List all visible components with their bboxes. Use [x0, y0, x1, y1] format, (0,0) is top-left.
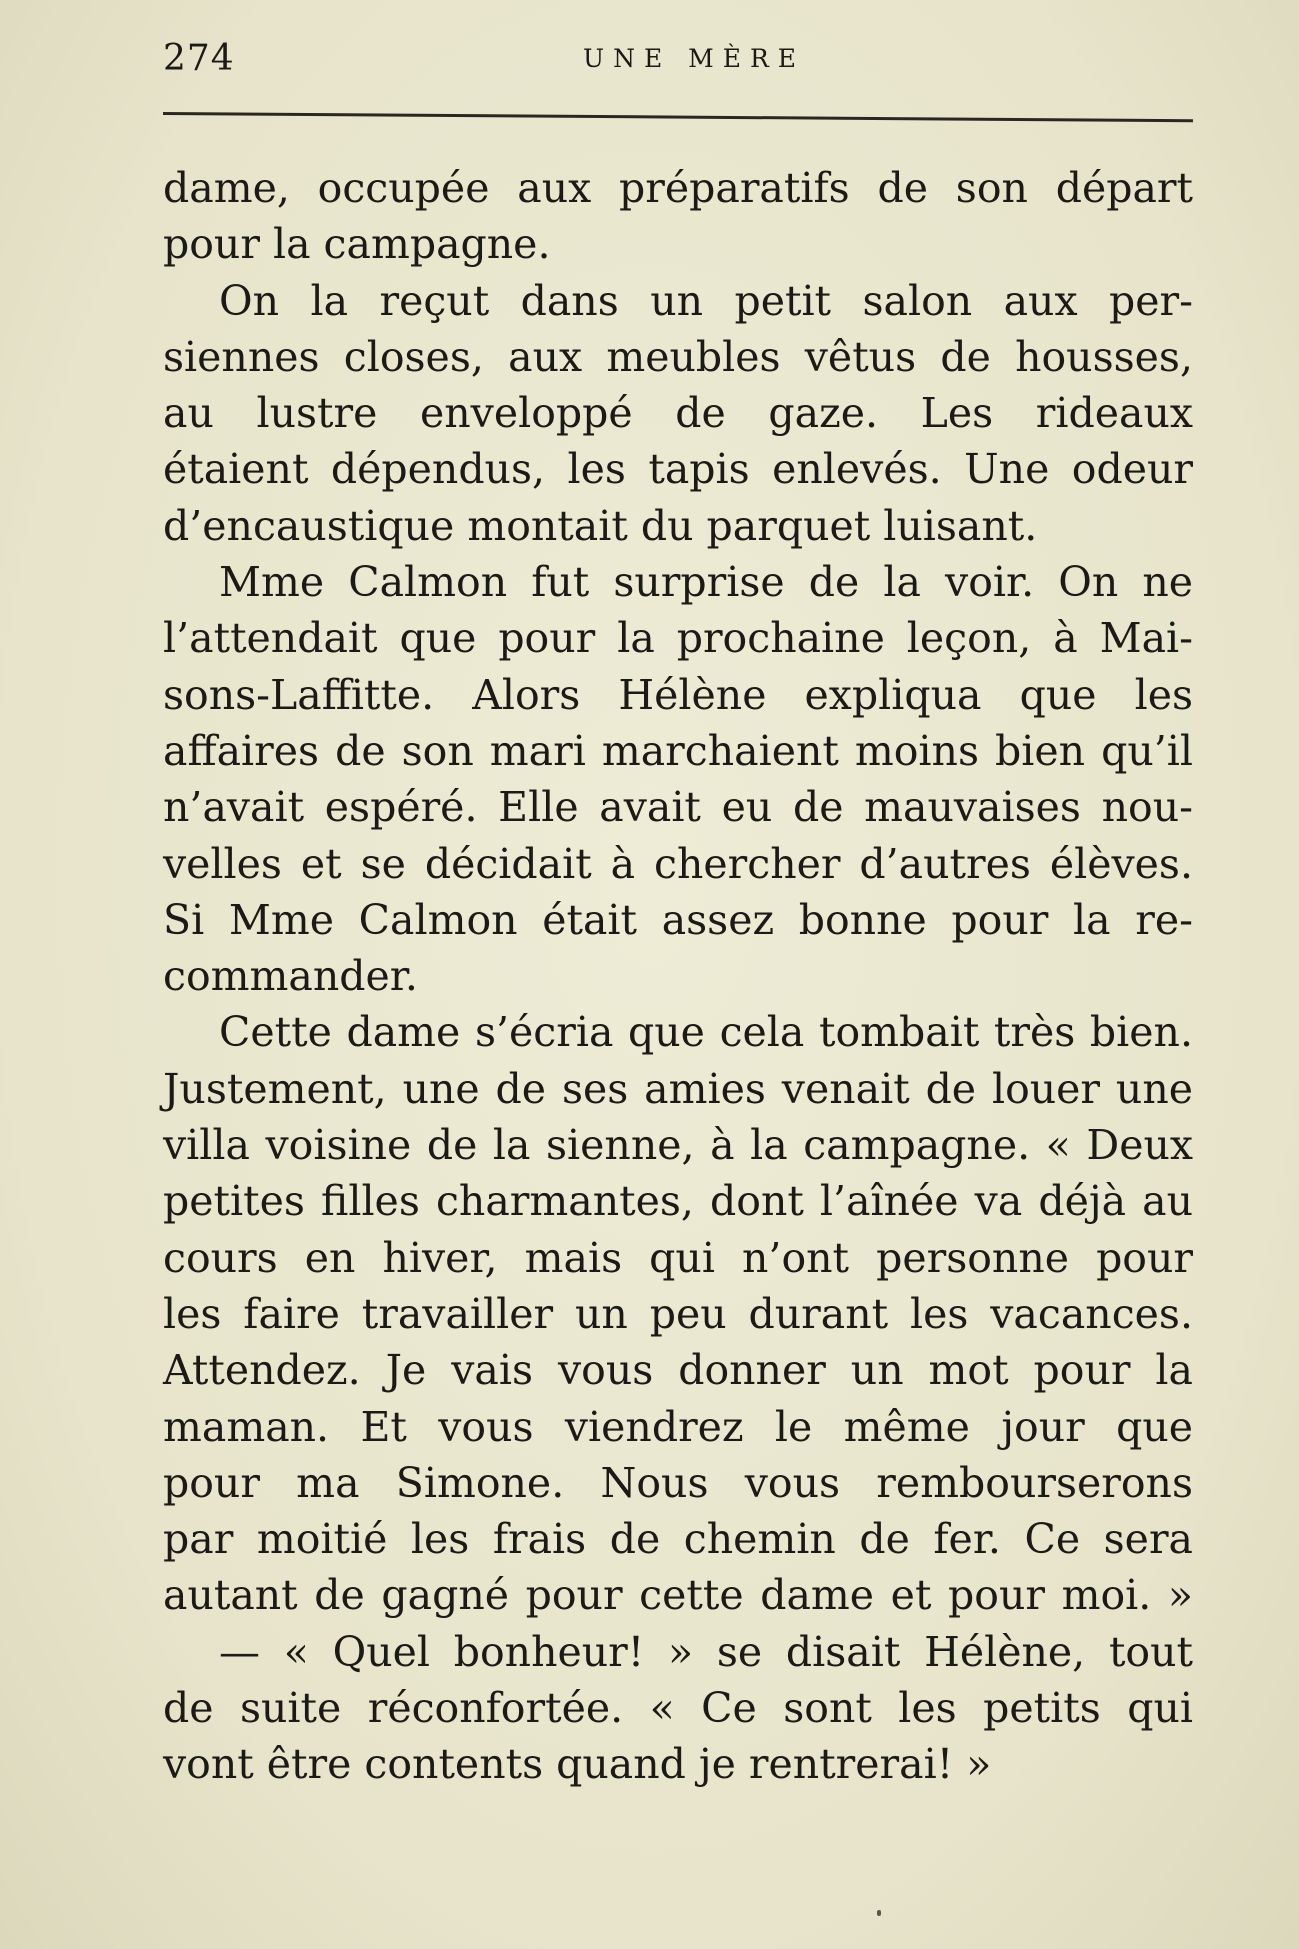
text-line: affaires de son mari marchaient moins bien qu’il — [163, 726, 1193, 775]
text-line: Si Mme Calmon était assez bonne pour la re- — [163, 895, 1193, 944]
text-line: On la reçut dans un petit salon aux per- — [219, 276, 1193, 325]
text-line: étaient dépendus, les tapis enlevés. Une odeur — [163, 445, 1193, 494]
text-line: autant de gagné pour cette dame et pour moi. » — [163, 1571, 1193, 1620]
text-line: Attendez. Je vais vous donner un mot pour la — [163, 1346, 1193, 1395]
text-line: l’attendait que pour la prochaine leçon, à Mai- — [163, 614, 1193, 663]
print-speck — [877, 1910, 881, 1916]
text-line: les faire travailler un peu durant les vacances. — [163, 1289, 1193, 1338]
text-line: de suite réconfortée. « Ce sont les petits qui — [163, 1684, 1193, 1733]
text-line: pour ma Simone. Nous vous rembourserons — [163, 1458, 1193, 1507]
text-line: velles et se décidait à chercher d’autres élèves. — [163, 839, 1193, 888]
text-line: Justement, une de ses amies venait de louer une — [163, 1064, 1193, 1113]
text-line: pour la campagne. — [163, 220, 551, 269]
text-line: vont être contents quand je rentrerai! » — [163, 1740, 992, 1789]
text-line: villa voisine de la sienne, à la campagne. « Deux — [163, 1121, 1193, 1170]
running-title: UNE MÈRE — [583, 44, 806, 73]
text-line: par moitié les frais de chemin de fer. Ce sera — [163, 1515, 1193, 1564]
page-header — [163, 38, 1193, 88]
header-rule — [163, 112, 1193, 122]
body-text — [163, 160, 1193, 1793]
text-line: commander. — [163, 952, 418, 1001]
text-line: petites filles charmantes, dont l’aînée va déjà au — [163, 1177, 1193, 1226]
text-line: maman. Et vous viendrez le même jour que — [163, 1402, 1193, 1451]
text-line: au lustre enveloppé de gaze. Les rideaux — [163, 389, 1193, 438]
text-line: n’avait espéré. Elle avait eu de mauvaises nou- — [163, 783, 1193, 832]
text-line: dame, occupée aux préparatifs de son départ — [163, 164, 1193, 212]
text-line: Cette dame s’écria que cela tombait très bien. — [219, 1008, 1193, 1057]
page-number: 274 — [163, 38, 235, 79]
text-line: siennes closes, aux meubles vêtus de housses, — [163, 332, 1193, 381]
text-line: Mme Calmon fut surprise de la voir. On ne — [219, 558, 1193, 607]
text-line: — « Quel bonheur! » se disait Hélène, tout — [219, 1627, 1193, 1676]
text-line: cours en hiver, mais qui n’ont personne pour — [163, 1233, 1193, 1282]
text-line: sons-Laffitte. Alors Hélène expliqua que les — [163, 670, 1193, 719]
text-line: d’encaustique montait du parquet luisant. — [163, 501, 1038, 550]
